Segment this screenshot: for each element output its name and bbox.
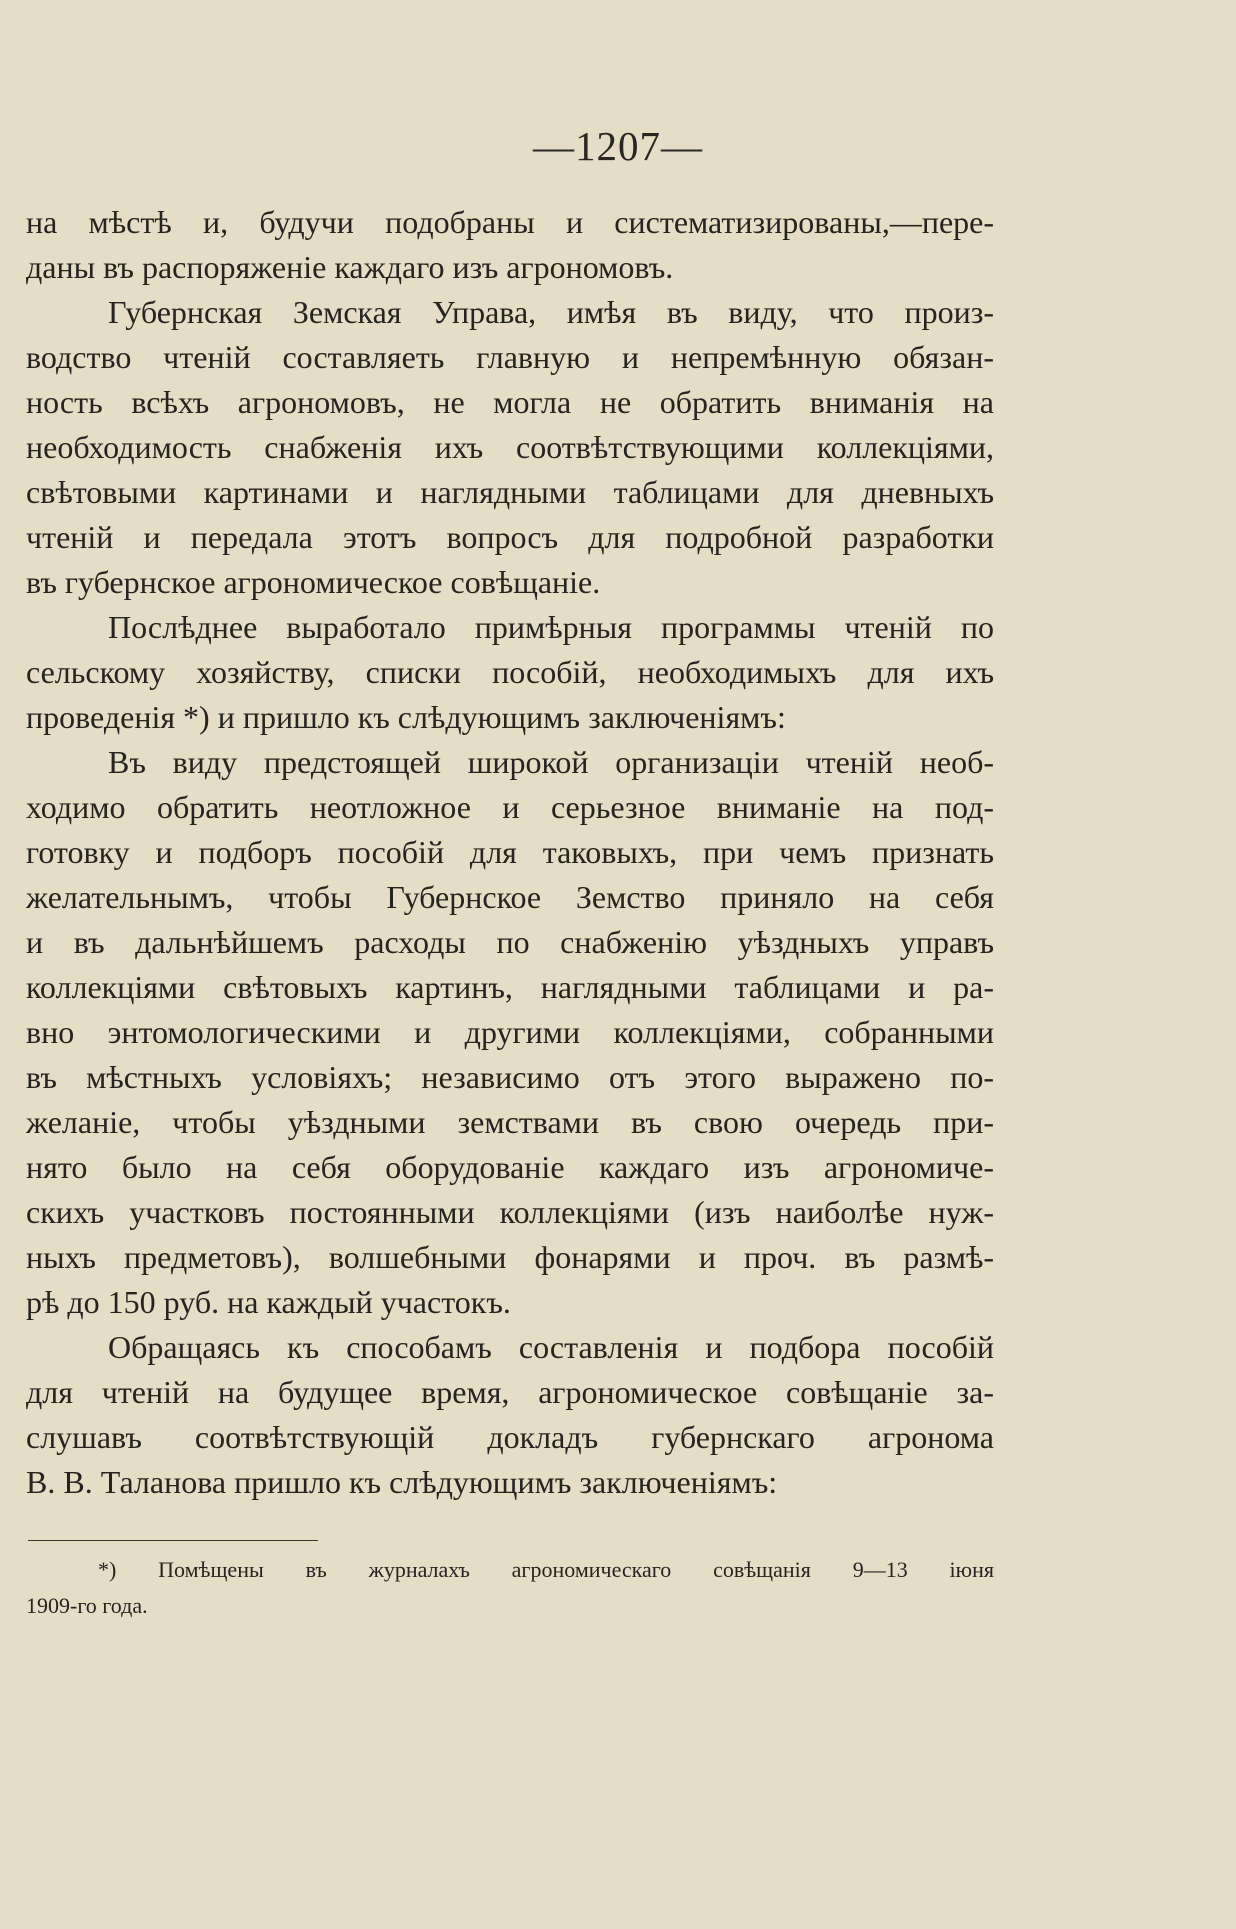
text-line: въ губернское агрономическое совѣщаніе. — [26, 564, 601, 600]
text-line: проведенія *) и пришло къ слѣдующимъ заключеніямъ: — [26, 699, 786, 735]
text-line: ность всѣхъ агрономовъ, не могла не обратить вниманія на — [26, 384, 994, 420]
text-line: ходимо обратить неотложное и серьезное вниманіе на под- — [26, 789, 994, 825]
text-line: на мѣстѣ и, будучи подобраны и систематизированы,—пере- — [26, 204, 994, 240]
text-line: даны въ распоряженіе каждаго изъ агрономовъ. — [26, 249, 674, 285]
text-line: для чтеній на будущее время, агрономическое совѣщаніе за- — [26, 1374, 994, 1410]
text-line: желаніе, чтобы уѣздными земствами въ свою очередь при- — [26, 1104, 994, 1140]
text-line: въ мѣстныхъ условіяхъ; независимо отъ этого выражено по- — [26, 1059, 994, 1095]
footnote — [26, 1552, 994, 1624]
text-line: Обращаясь къ способамъ составленія и подбора пособій — [108, 1329, 994, 1365]
text-line: Губернская Земская Управа, имѣя въ виду, что произ- — [108, 294, 994, 330]
text-line: свѣтовыми картинами и наглядными таблицами для дневныхъ — [26, 474, 994, 510]
footnote-divider — [28, 1540, 318, 1541]
text-line: водство чтеній составляеть главную и непремѣнную обязан- — [26, 339, 994, 375]
footnote-line: 1909-го года. — [26, 1593, 148, 1618]
footnote-line: *) Помѣщены въ журналахъ агрономическаго совѣщанія 9—13 іюня — [98, 1557, 994, 1582]
text-line: рѣ до 150 руб. на каждый участокъ. — [26, 1284, 511, 1320]
text-line: ныхъ предметовъ), волшебными фонарями и проч. въ размѣ- — [26, 1239, 994, 1275]
text-line: слушавъ соотвѣтствующій докладъ губернскаго агронома — [26, 1419, 994, 1455]
text-line: сельскому хозяйству, списки пособій, необходимыхъ для ихъ — [26, 654, 994, 690]
text-line: необходимость снабженія ихъ соотвѣтствующими коллекціями, — [26, 429, 994, 465]
text-line: и въ дальнѣйшемъ расходы по снабженію уѣздныхъ управъ — [26, 924, 994, 960]
text-line: скихъ участковъ постоянными коллекціями (изъ наиболѣе нуж- — [26, 1194, 994, 1230]
text-line: Послѣднее выработало примѣрныя программы чтеній по — [108, 609, 994, 645]
text-line: готовку и подборъ пособій для таковыхъ, при чемъ признать — [26, 834, 994, 870]
text-line: желательнымъ, чтобы Губернское Земство приняло на себя — [26, 879, 994, 915]
body-text — [26, 200, 994, 1505]
text-line: чтеній и передала этотъ вопросъ для подробной разработки — [26, 519, 994, 555]
page-number: —1207— — [533, 123, 703, 169]
text-line: коллекціями свѣтовыхъ картинъ, наглядными таблицами и ра- — [26, 969, 994, 1005]
text-line: вно энтомологическими и другими коллекціями, собранными — [26, 1014, 994, 1050]
text-line: нято было на себя оборудованіе каждаго изъ агрономиче- — [26, 1149, 994, 1185]
text-line: В. В. Таланова пришло къ слѣдующимъ заключеніямъ: — [26, 1464, 778, 1500]
text-line: Въ виду предстоящей широкой организаціи чтеній необ- — [108, 744, 994, 780]
